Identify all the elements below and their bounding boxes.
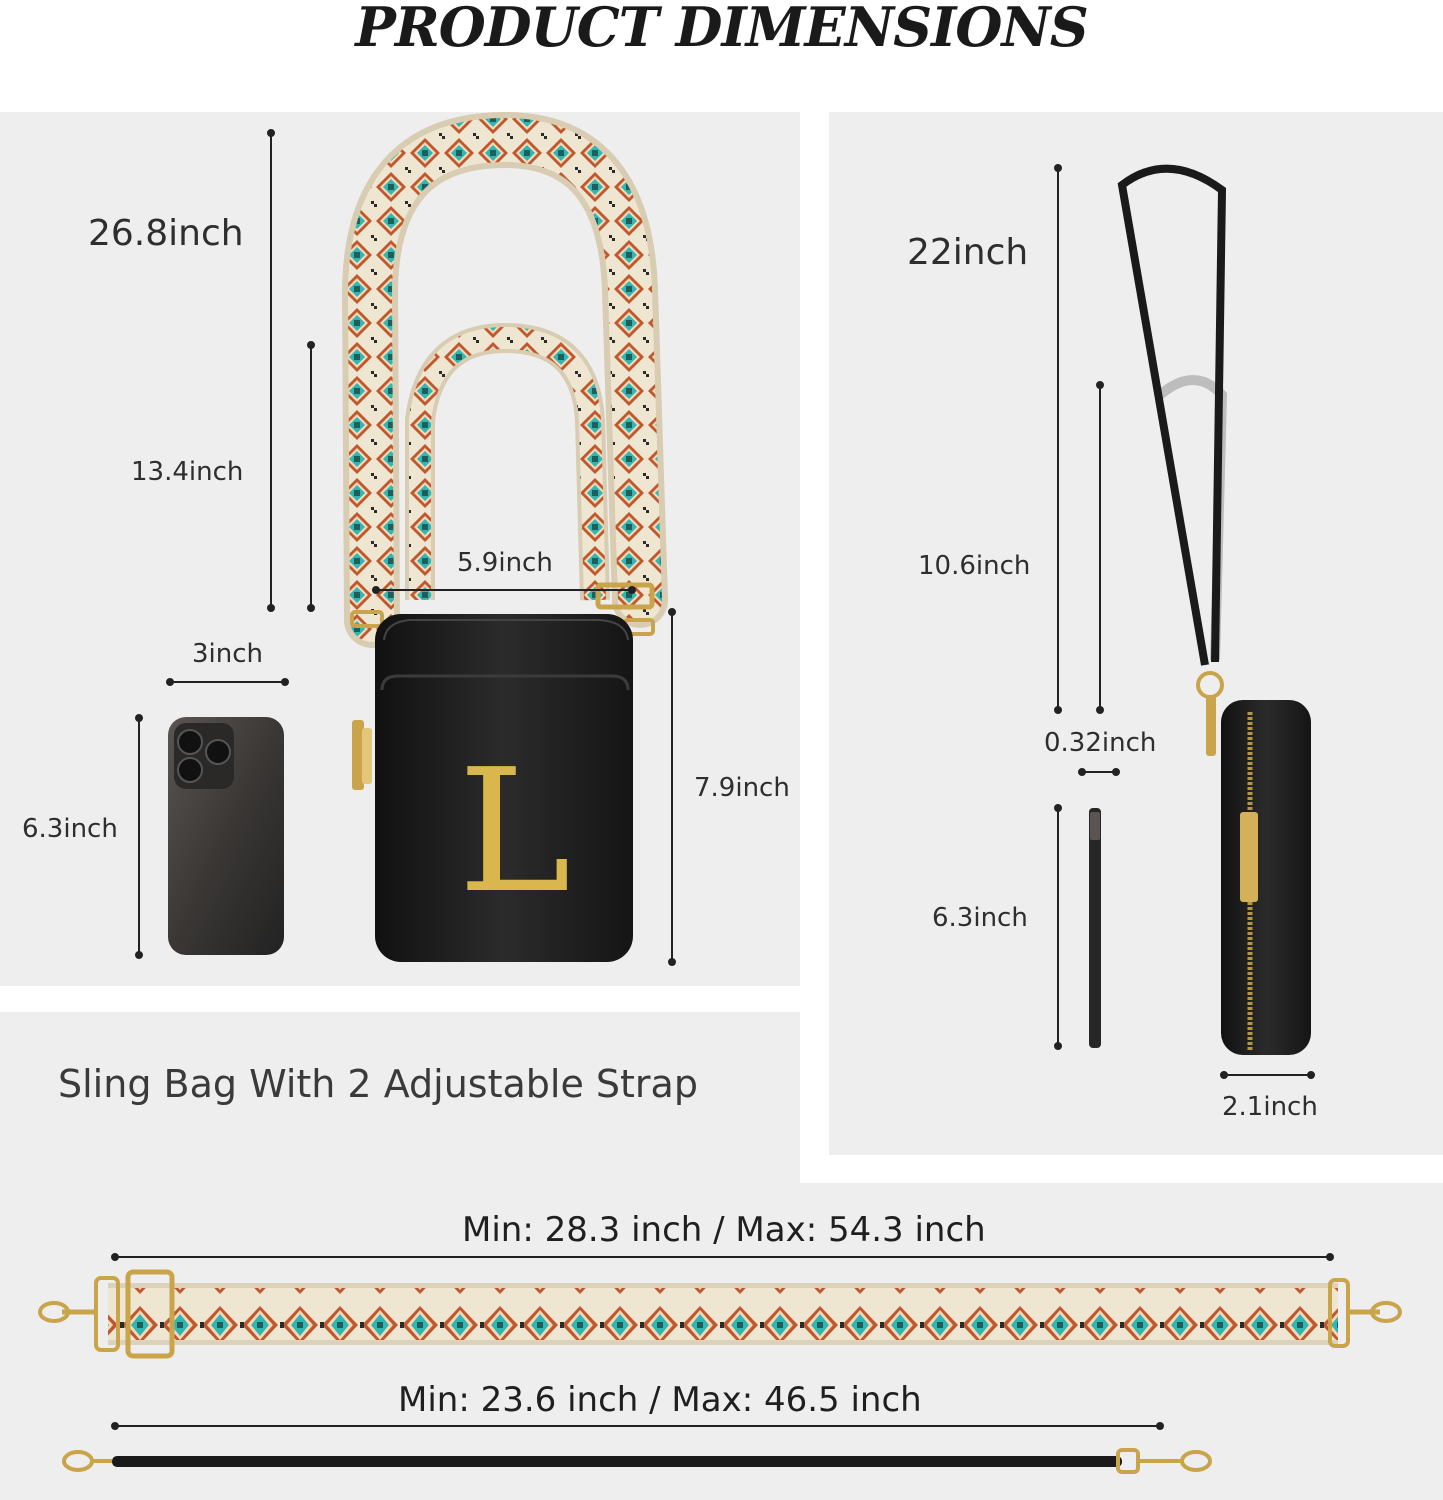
bag-monogram: L — [458, 733, 571, 931]
side-bag-depth-label: 2.1inch — [1222, 1092, 1318, 1122]
thin-strap-length-label: Min: 23.6 inch / Max: 46.5 inch — [398, 1380, 922, 1420]
front-bag-width-label: 5.9inch — [457, 548, 553, 578]
front-phone-height-label: 6.3inch — [22, 814, 118, 844]
front-bag-height-label: 7.9inch — [694, 773, 790, 803]
front-total-height-label: 26.8inch — [88, 213, 244, 254]
caption-text: Sling Bag With 2 Adjustable Strap — [58, 1062, 698, 1106]
side-total-height-label: 22inch — [907, 232, 1029, 273]
side-bag-body — [1221, 700, 1311, 1055]
side-strap — [1122, 169, 1222, 665]
side-phone — [1089, 808, 1101, 1048]
thin-strap — [112, 1456, 1122, 1467]
side-strap-drop-label: 10.6inch — [918, 551, 1031, 581]
front-strap-drop-label: 13.4inch — [131, 457, 244, 487]
side-phone-thickness-label: 0.32inch — [1044, 728, 1157, 758]
wide-strap-length-label: Min: 28.3 inch / Max: 54.3 inch — [462, 1210, 986, 1250]
front-phone-width-label: 3inch — [192, 639, 264, 669]
side-phone-height-label: 6.3inch — [932, 903, 1028, 933]
page-title: PRODUCT DIMENSIONS — [355, 0, 1088, 59]
